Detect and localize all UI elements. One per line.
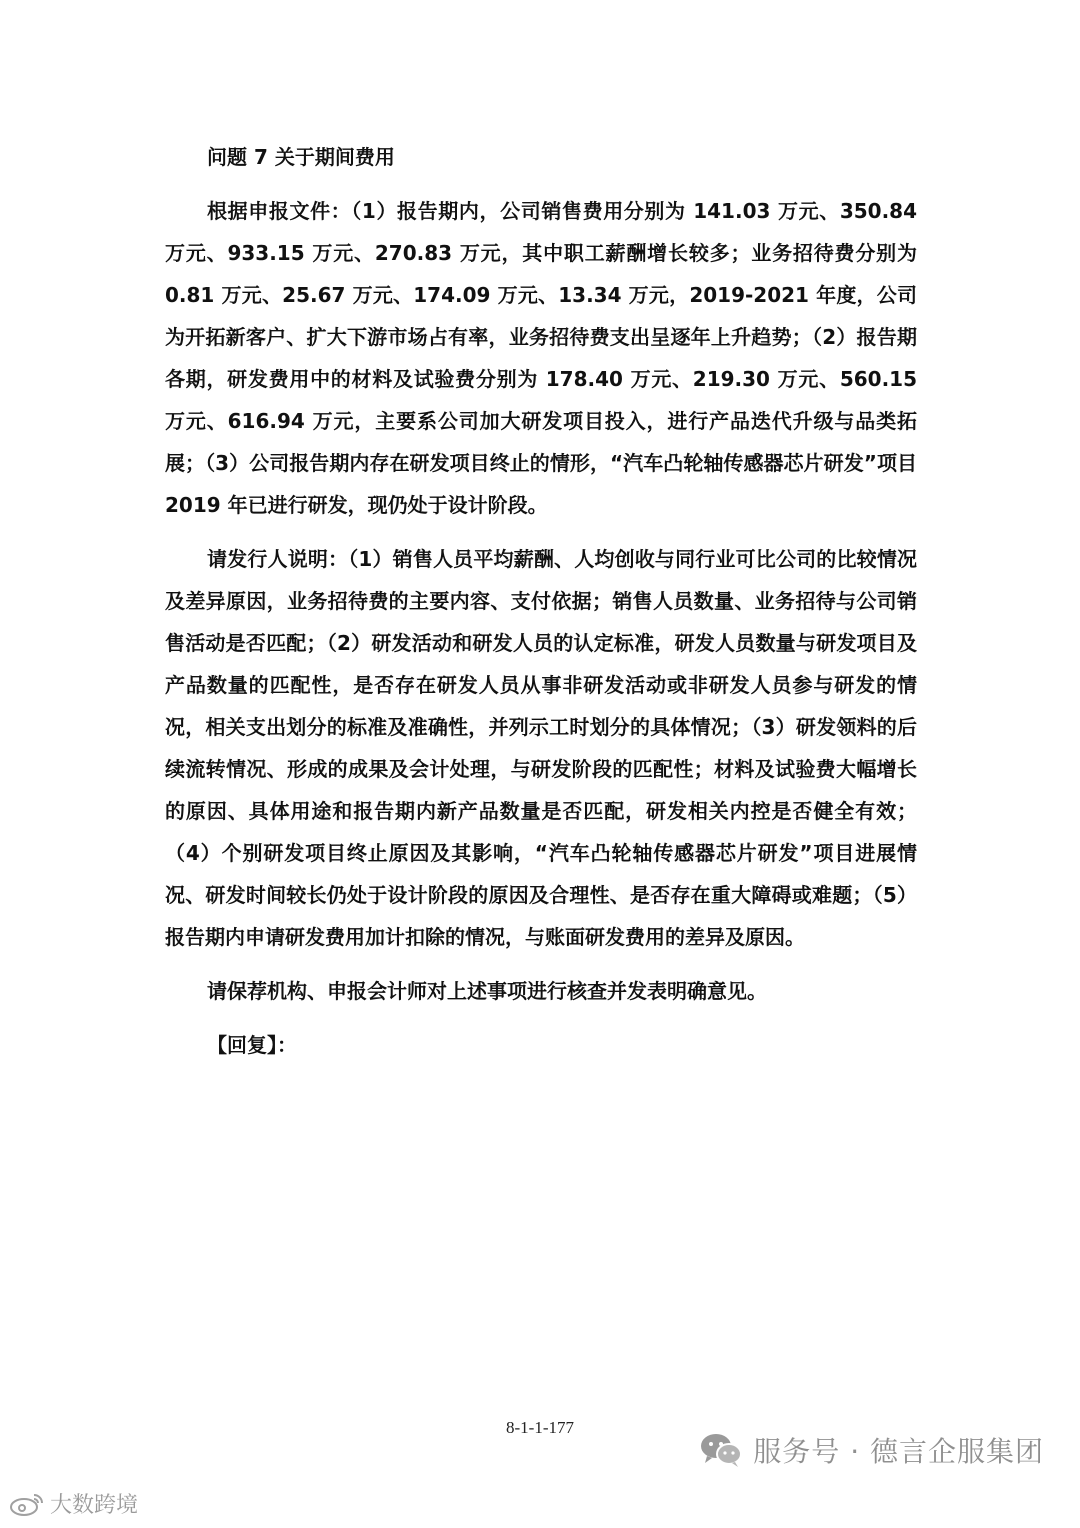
document-body <box>165 136 917 1066</box>
wechat-icon <box>699 1432 743 1468</box>
weibo-icon <box>8 1491 46 1517</box>
reply-label: 【回复】： <box>207 1033 297 1057</box>
wechat-watermark-text: 服务号 · 德言企服集团 <box>753 1435 1044 1468</box>
weibo-watermark-text: 大数跨境 <box>50 1493 139 1518</box>
weibo-watermark <box>8 1488 138 1519</box>
verification-paragraph: 请保荐机构、申报会计师对上述事项进行核查并发表明确意见。 <box>207 979 767 1003</box>
background-paragraph: 根据申报文件：（1）报告期内，公司销售费用分别为 141.03 万元、350.84 万元、933.15 万元、270.83 万元，其中职工薪酬增长较多；业务招待费分别为 0.81 万元、25.67 万元、174.09 万元、13.34 万元，2019-2021 年度，公司为开拓新客户、扩大下游市场占有率，业务招待费支出呈逐年上升趋势；（2）报告期各期，研发费用中的材料及试验费分别为 178.40 万元、219.30 万元、560.15 万元、616.94 万元，主要系公司加大研发项目投入，进行产品迭代升级与品类拓展；（3）公司报告期内存在研发项目终止的情形，“汽车凸轮轴传感器芯片研发”项目 2019 年已进行研发，现仍处于设计阶段。 <box>165 199 917 517</box>
request-paragraph: 请发行人说明：（1）销售人员平均薪酬、人均创收与同行业可比公司的比较情况及差异原因，业务招待费的主要内容、支付依据；销售人员数量、业务招待与公司销售活动是否匹配；（2）研发活动和研发人员的认定标准，研发人员数量与研发项目及产品数量的匹配性，是否存在研发人员从事非研发活动或非研发人员参与研发的情况，相关支出划分的标准及准确性，并列示工时划分的具体情况；（3）研发领料的后续流转情况、形成的成果及会计处理，与研发阶段的匹配性；材料及试验费大幅增长的原因、具体用途和报告期内新产品数量是否匹配，研发相关内控是否健全有效；（4）个别研发项目终止原因及其影响，“汽车凸轮轴传感器芯片研发”项目进展情况、研发时间较长仍处于设计阶段的原因及合理性、是否存在重大障碍或难题；（5）报告期内申请研发费用加计扣除的情况，与账面研发费用的差异及原因。 <box>165 547 917 949</box>
page-number: 8-1-1-177 <box>506 1418 574 1437</box>
wechat-watermark <box>699 1430 1044 1470</box>
question-heading: 问题 7 关于期间费用 <box>207 145 395 169</box>
